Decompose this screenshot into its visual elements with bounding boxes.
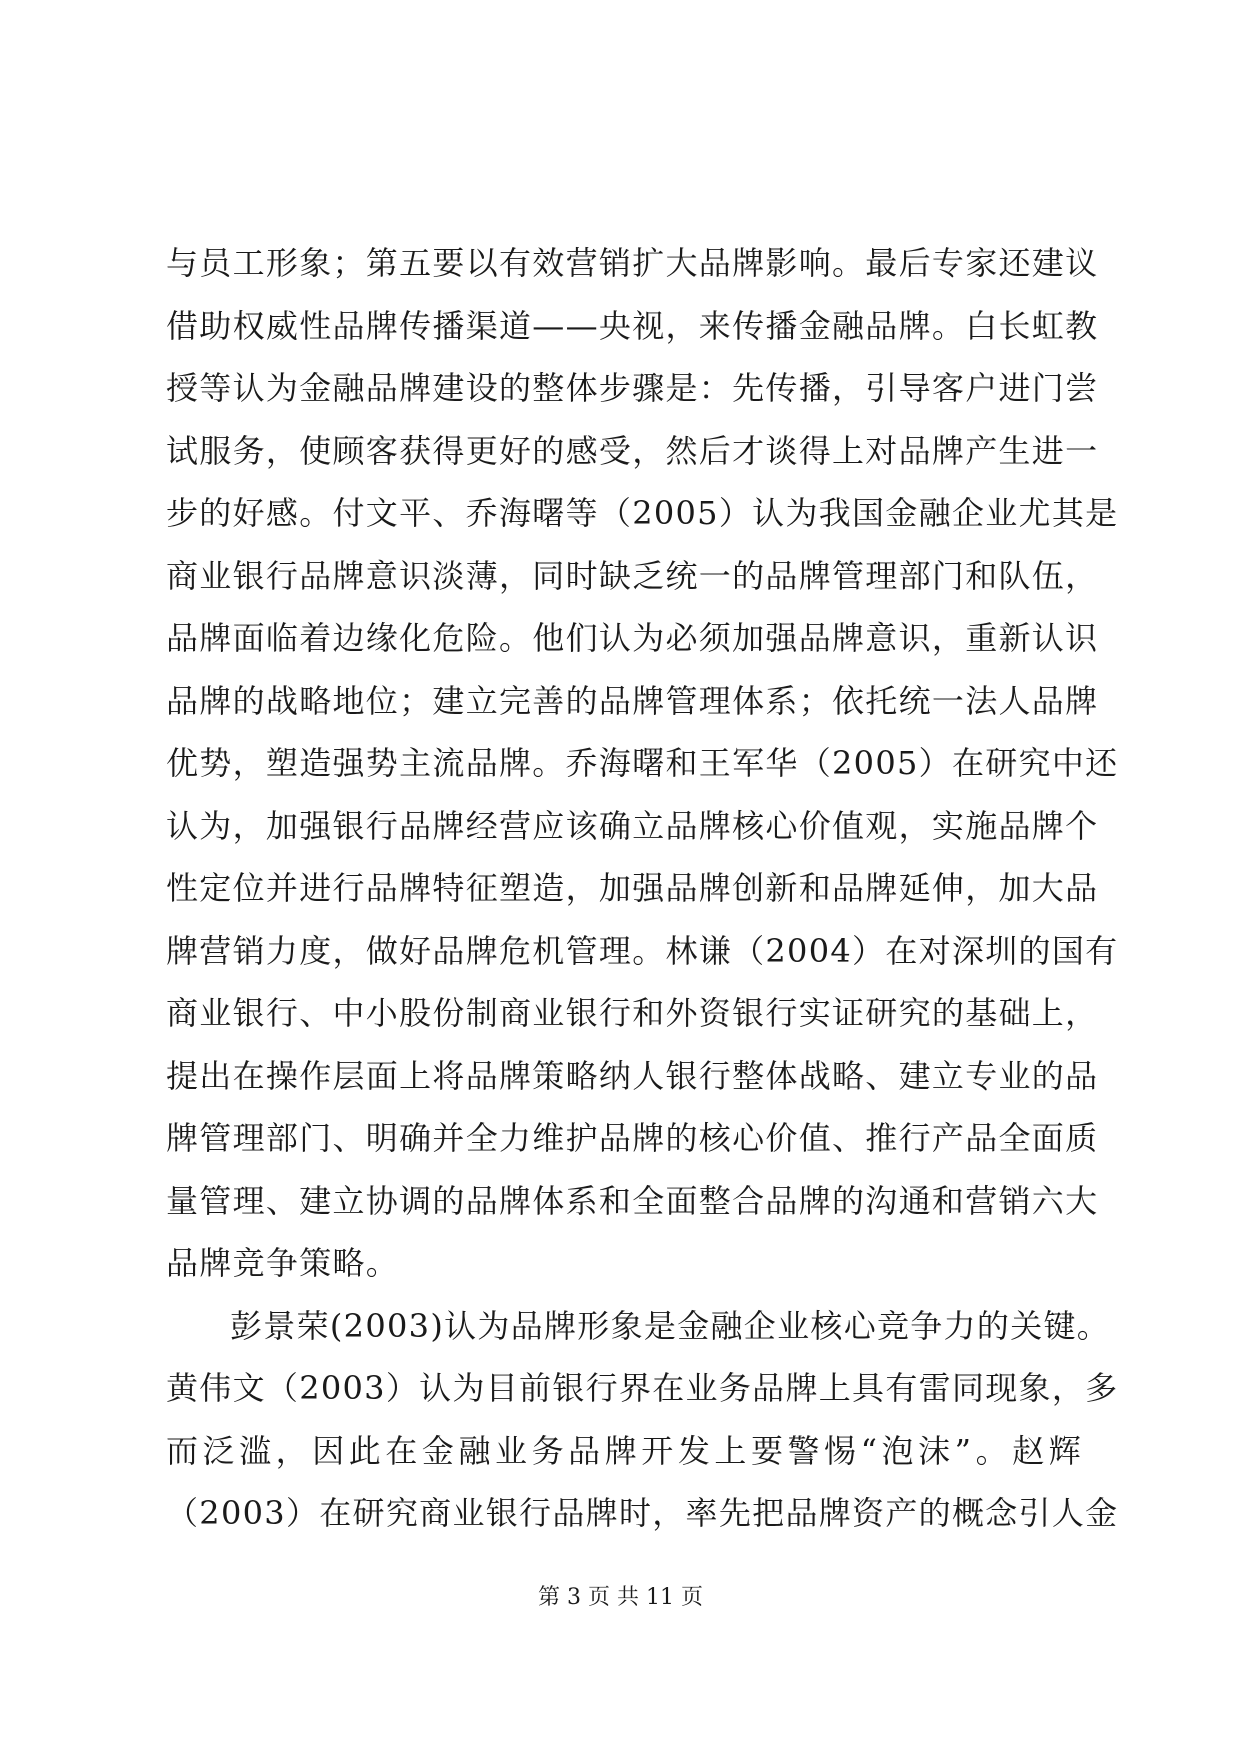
page-number-footer: 第 3 页 共 11 页 bbox=[538, 1585, 703, 1610]
text-line: 黄伟文（2003）认为目前银行界在业务品牌上具有雷同现象，多 bbox=[166, 1369, 1119, 1407]
text-line: 品牌面临着边缘化危险。他们认为必须加强品牌意识，重新认识 bbox=[166, 619, 1099, 657]
text-line: 试服务，使顾客获得更好的感受，然后才谈得上对品牌产生进一 bbox=[166, 431, 1099, 470]
text-line: 商业银行、中小股份制商业银行和外资银行实证研究的基础上， bbox=[166, 994, 1099, 1032]
text-line: 品牌的战略地位；建立完善的品牌管理体系；依托统一法人品牌 bbox=[166, 681, 1099, 720]
text-line: 品牌竞争策略。 bbox=[166, 1244, 400, 1282]
text-line: 与员工形象；第五要以有效营销扩大品牌影响。最后专家还建议 bbox=[166, 244, 1099, 282]
text-line: （2003）在研究商业银行品牌时，率先把品牌资产的概念引人金 bbox=[166, 1494, 1119, 1532]
text-line: 牌管理部门、明确并全力维护品牌的核心价值、推行产品全面质 bbox=[166, 1119, 1099, 1157]
paragraph-first-line: 彭景荣(2003)认为品牌形象是金融企业核心竞争力的关键。 bbox=[230, 1306, 1111, 1345]
text-line: 借助权威性品牌传播渠道——央视，来传播金融品牌。白长虹教 bbox=[166, 306, 1099, 345]
text-line: 提出在操作层面上将品牌策略纳人银行整体战略、建立专业的品 bbox=[166, 1056, 1099, 1095]
text-line: 而泛滥，因此在金融业务品牌开发上要警惕“泡沫”。赵辉 bbox=[166, 1431, 1082, 1470]
text-line: 步的好感。付文平、乔海曙等（2005）认为我国金融企业尤其是 bbox=[166, 494, 1119, 532]
text-line: 量管理、建立协调的品牌体系和全面整合品牌的沟通和营销六大 bbox=[166, 1181, 1099, 1220]
text-line: 牌营销力度，做好品牌危机管理。林谦（2004）在对深圳的国有 bbox=[166, 931, 1119, 970]
text-line: 认为，加强银行品牌经营应该确立品牌核心价值观，实施品牌个 bbox=[166, 806, 1099, 845]
text-line: 商业银行品牌意识淡薄，同时缺乏统一的品牌管理部门和队伍， bbox=[166, 556, 1099, 595]
body-text bbox=[166, 232, 1119, 1545]
text-line: 性定位并进行品牌特征塑造，加强品牌创新和品牌延伸，加大品 bbox=[166, 869, 1099, 907]
text-line: 优势，塑造强势主流品牌。乔海曙和王军华（2005）在研究中还 bbox=[166, 744, 1119, 782]
text-line: 授等认为金融品牌建设的整体步骤是：先传播，引导客户进门尝 bbox=[166, 369, 1099, 407]
